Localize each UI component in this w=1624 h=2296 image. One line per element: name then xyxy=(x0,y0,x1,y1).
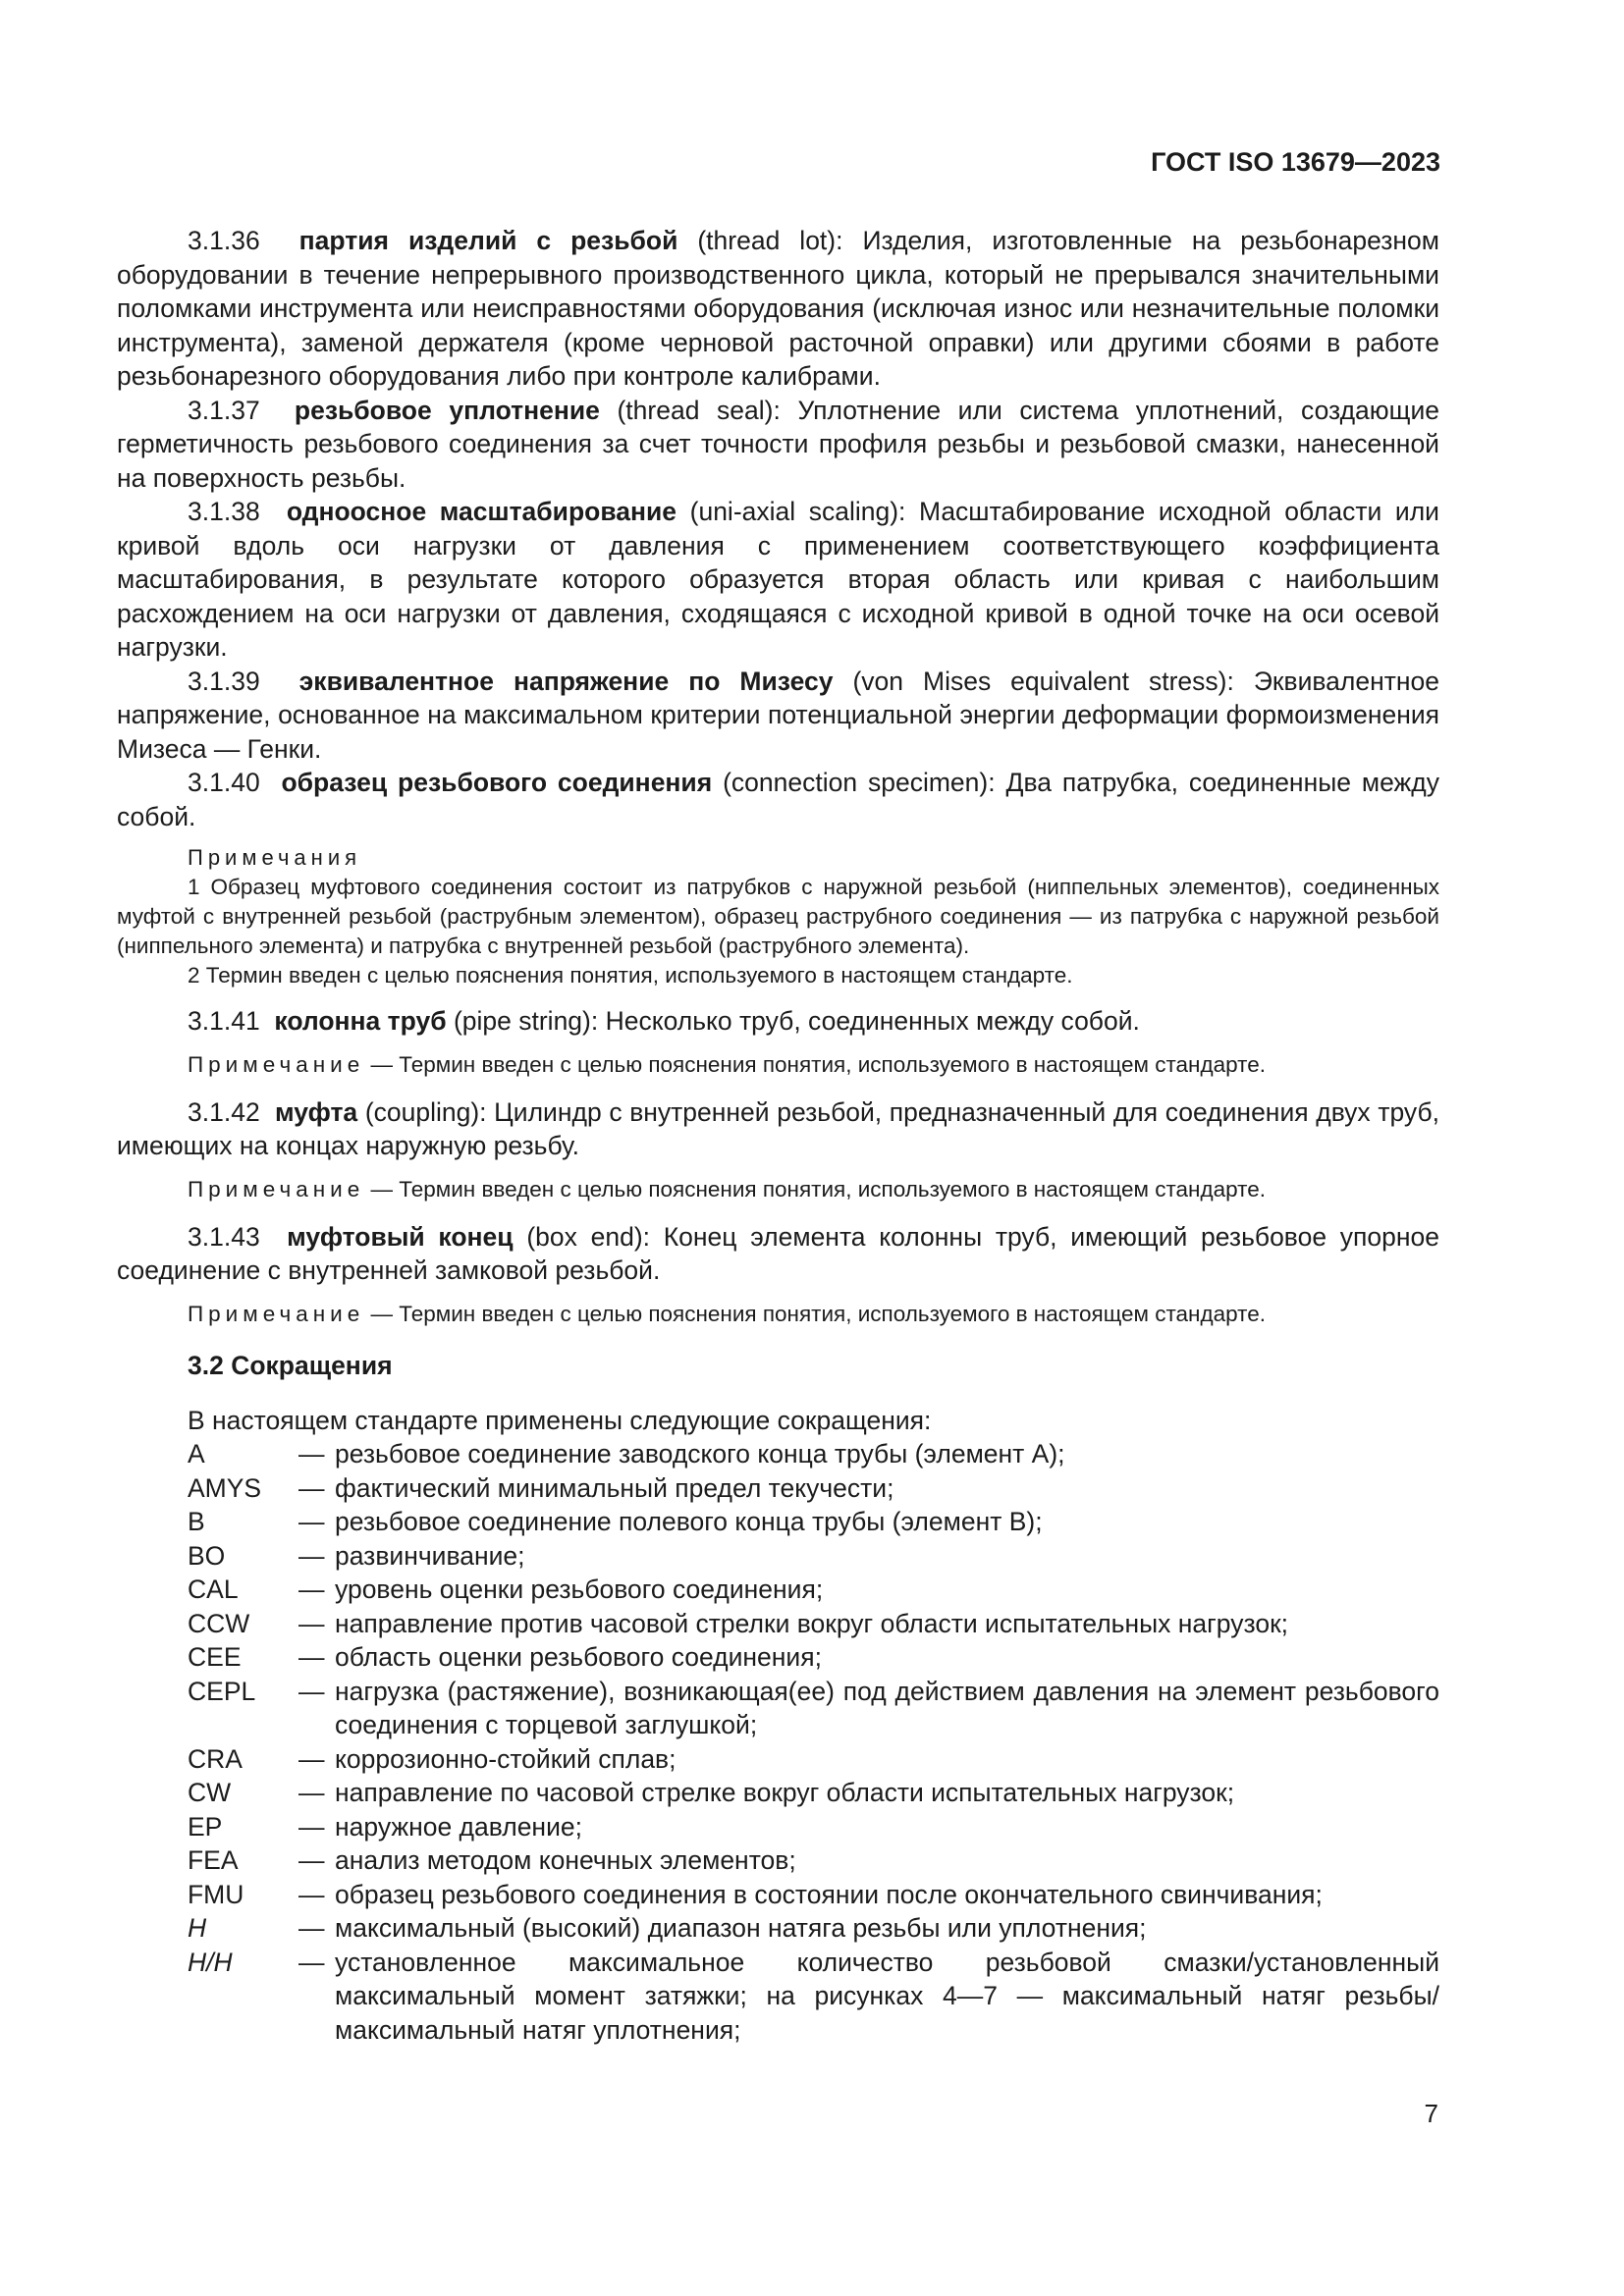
abbr-intro: В настоящем стандарте применены следующие сокращения: xyxy=(188,1405,932,1435)
abbr-row: A — резьбовое соединение заводского конца трубы (элемент А); xyxy=(188,1439,1065,1468)
abbr-row: FEA — анализ методом конечных элементов; xyxy=(188,1845,796,1875)
term-3-1-40: 3.1.40 образец резьбового соединения (connection specimen): Два патрубка, соединенные между собой. xyxy=(117,768,1439,831)
term-note: Примечание — Термин введен с целью пояснения понятия, используемого в настоящем стандарте. xyxy=(188,1301,1266,1326)
term-3-1-39: 3.1.39 эквивалентное напряжение по Мизесу (von Mises equivalent stress): Эквивалентное напряжение, основанное на максимальном критерии потенциальной энергии деформации формоизменения Мизеса — Генки. xyxy=(117,666,1439,764)
abbr-row: BO — развинчивание; xyxy=(188,1540,525,1571)
page-header: ГОСТ ISO 13679—2023 xyxy=(1151,147,1440,177)
note-item: 1 Образец муфтового соединения состоит из патрубков с наружной резьбой (ниппельных элементов), соединенных муфтой с внутренней резьбой (раструбным элементом), образец раструбного соединения — из патрубка с наружной резьбой (ниппельного элемента) и патрубка с внутренней резьбой (раструбного элемента). xyxy=(117,875,1439,958)
abbr-row: CCW — направление против часовой стрелки вокруг области испытательных нагрузок; xyxy=(188,1608,1289,1638)
abbr-row: CEE — область оценки резьбового соединения; xyxy=(188,1642,822,1672)
abbr-row: CAL — уровень оценки резьбового соединения; xyxy=(188,1575,824,1604)
term-3-1-43: 3.1.43 муфтовый конец (box end): Конец элемента колонны труб, имеющий резьбовое упорное соединение с внутренней замковой резьбой. xyxy=(117,1221,1439,1285)
abbr-row: CEPL — нагрузка (растяжение), возникающая(ее) под действием давления на элемент резьбового соединения с торцевой заглушкой; xyxy=(188,1676,1439,1739)
section-heading: 3.2 Сокращения xyxy=(188,1350,393,1380)
note-item: 2 Термин введен с целью пояснения понятия, используемого в настоящем стандарте. xyxy=(188,963,1073,988)
abbr-row: AMYS — фактический минимальный предел текучести; xyxy=(188,1472,894,1503)
term-note: Примечание — Термин введен с целью пояснения понятия, используемого в настоящем стандарте. xyxy=(188,1176,1266,1201)
abbr-row: EP — наружное давление; xyxy=(188,1811,582,1842)
abbr-row: FMU — образец резьбового соединения в состоянии после окончательного свинчивания; xyxy=(188,1879,1323,1909)
abbr-row: H/H — установленное максимальное количество резьбовой смазки/установленный максимальный момент затяжки; на рисунках 4—7 — максимальный натяг резьбы/максимальный натяг уплотнения; xyxy=(188,1947,1439,2045)
page-number: 7 xyxy=(1424,2099,1438,2128)
term-3-1-42: 3.1.42 муфта (coupling): Цилиндр с внутренней резьбой, предназначенный для соединения двух труб, имеющих на концах наружную резьбу. xyxy=(117,1096,1439,1160)
page-content xyxy=(117,224,1439,2047)
term-3-1-37: 3.1.37 резьбовое уплотнение (thread seal): Уплотнение или система уплотнений, создающие герметичность резьбового соединения за счет точности профиля резьбы и резьбовой смазки, нанесенной на поверхность резьбы. xyxy=(117,395,1440,493)
term-3-1-38: 3.1.38 одноосное масштабирование (uni-axial scaling): Масштабирование исходной области или кривой вдоль оси нагрузки от давления с применением соответствующего коэффициента масштабирования, в результате которого образуется вторая область или кривая с наибольшим расхождением на оси нагрузки от давления, сходящаяся с исходной кривой в одной точке на оси осевой нагрузки. xyxy=(117,497,1439,662)
abbr-row: CRA — коррозионно-стойкий сплав; xyxy=(188,1743,677,1774)
term-note: Примечание — Термин введен с целью пояснения понятия, используемого в настоящем стандарте. xyxy=(188,1051,1266,1077)
abbr-row: H — максимальный (высокий) диапазон натяга резьбы или уплотнения; xyxy=(188,1913,1147,1943)
abbr-row: B — резьбовое соединение полевого конца трубы (элемент В); xyxy=(188,1507,1043,1536)
abbr-row: CW — направление по часовой стрелке вокруг области испытательных нагрузок; xyxy=(188,1778,1235,1807)
notes-title: Примечания xyxy=(188,845,362,870)
term-3-1-41: 3.1.41 колонна труб (pipe string): Несколько труб, соединенных между собой. xyxy=(188,1006,1140,1036)
term-3-1-36: 3.1.36 партия изделий с резьбой (thread lot): Изделия, изготовленные на резьбонарезном оборудовании в течение непрерывного производственного цикла, который не прерывался значительными поломками инструмента или неисправностями оборудования (исключая износ или незначительные поломки инструмента), заменой держателя (кроме черновой расточной оправки) или другими сбоями в работе резьбонарезного оборудования либо при контроле калибрами. xyxy=(117,226,1439,391)
